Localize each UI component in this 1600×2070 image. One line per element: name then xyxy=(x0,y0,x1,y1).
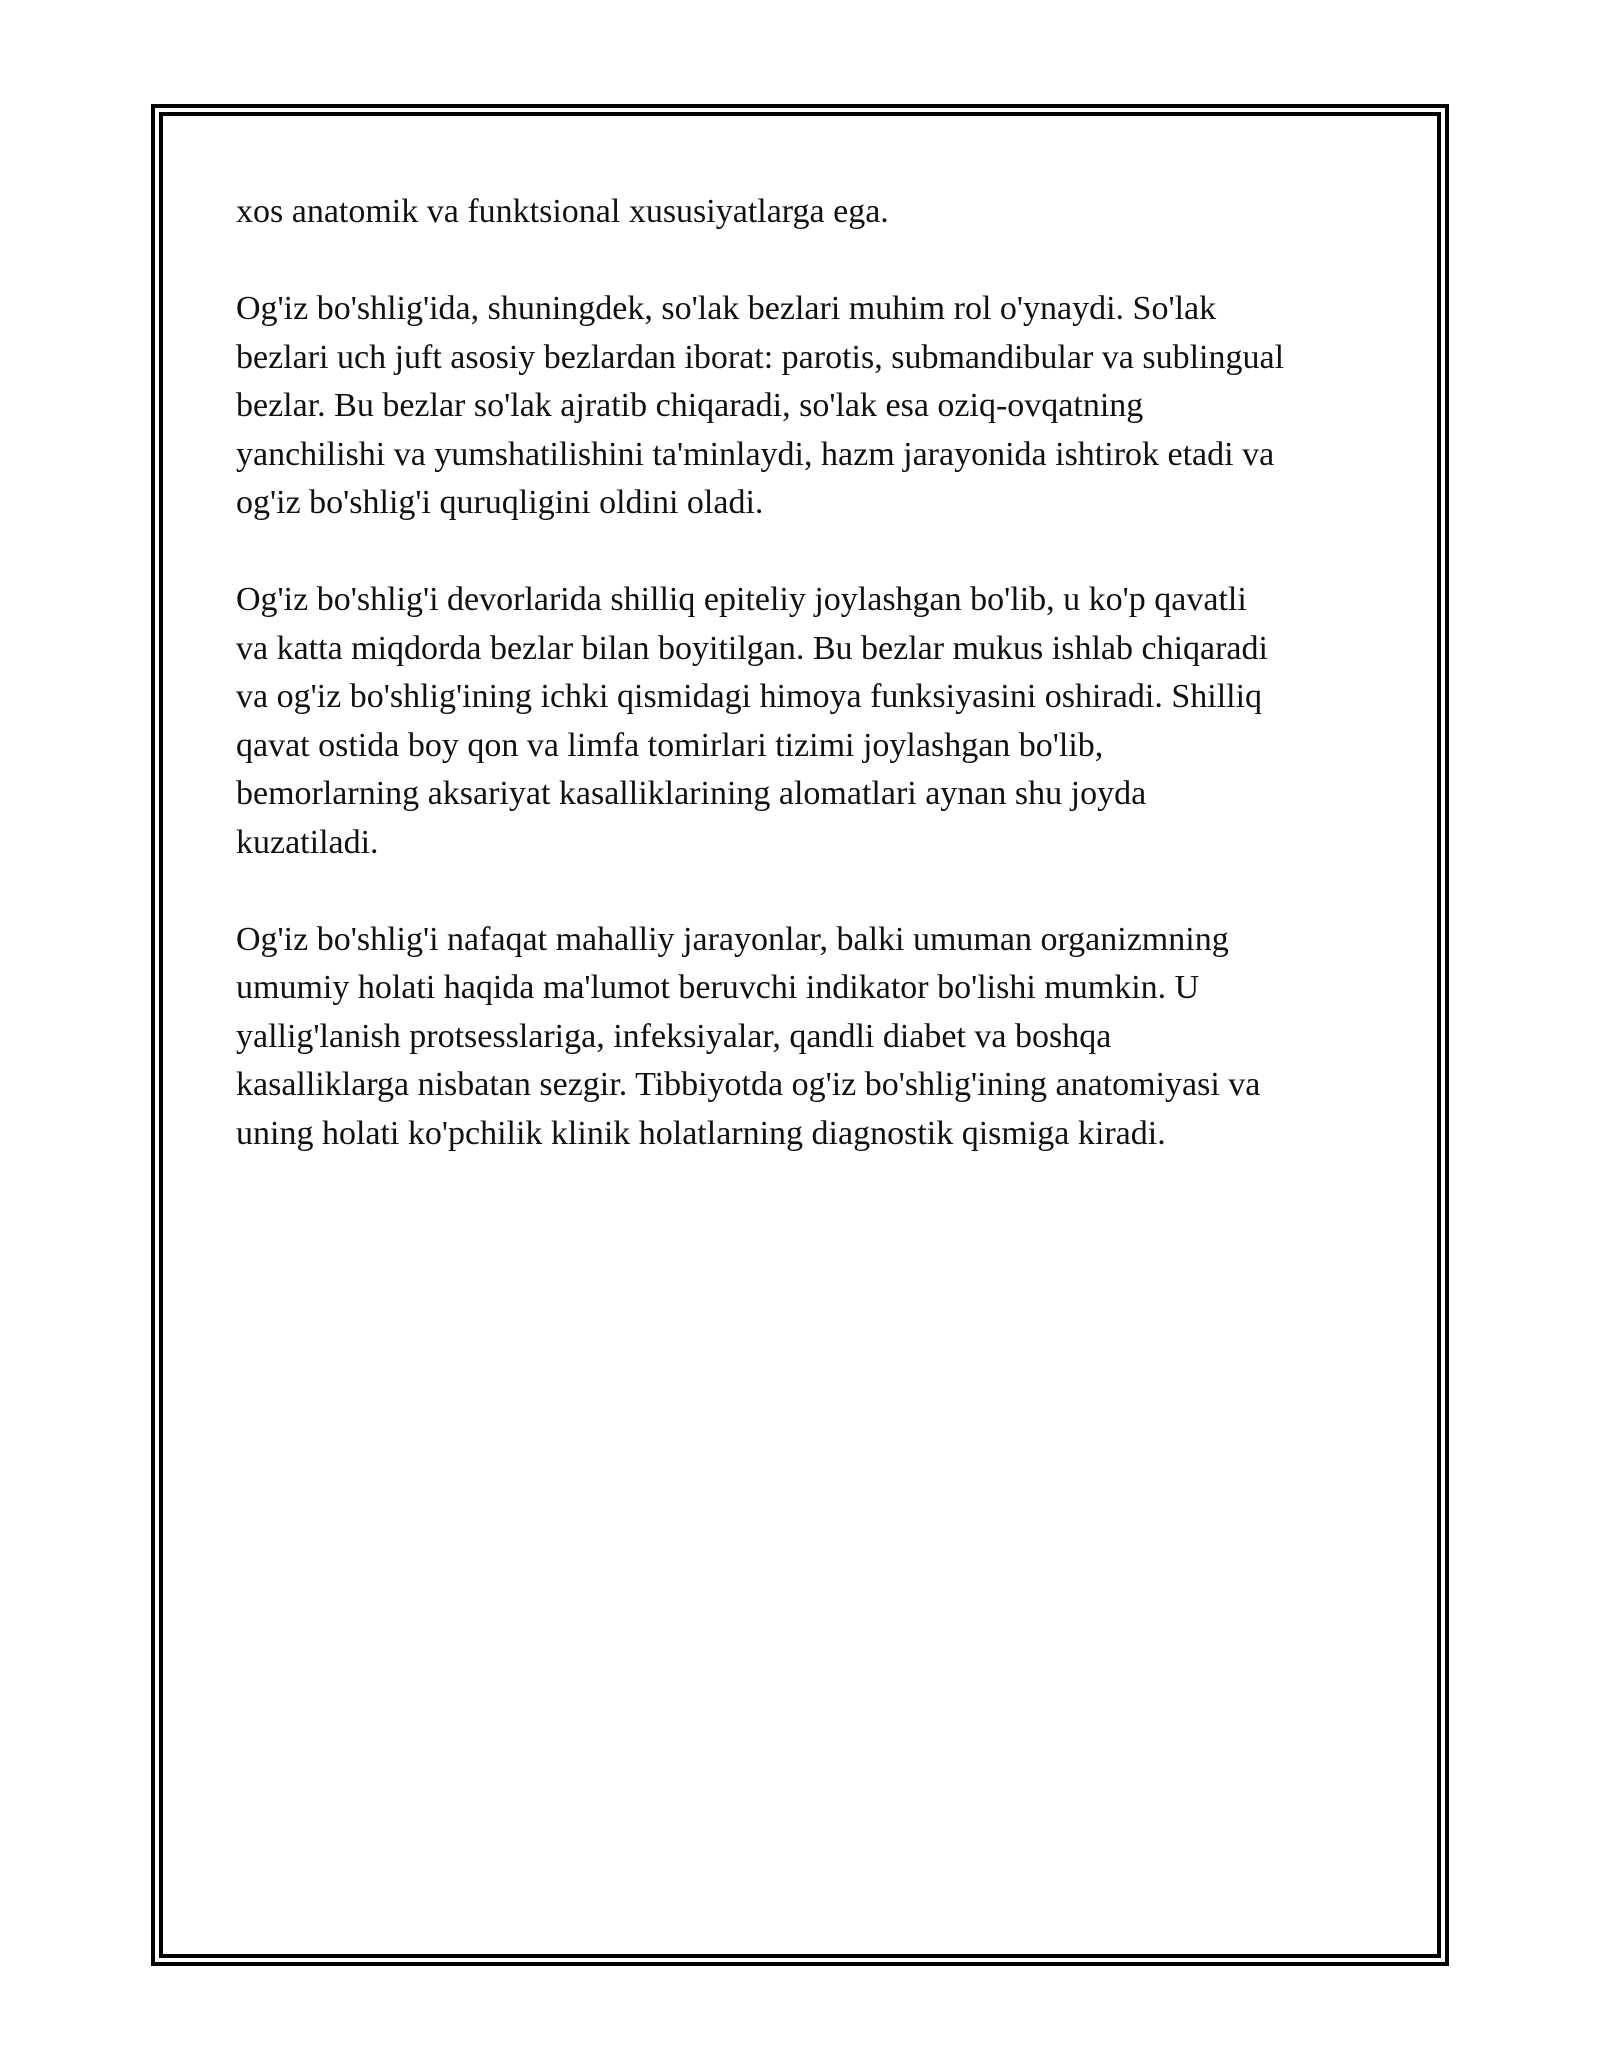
paragraph-3: Og'iz bo'shlig'i devorlarida shilliq epiteliy joylashgan bo'lib, u ko'p qavatli va katta miqdorda bezlar bilan boyitilgan. Bu bezlar mukus ishlab chiqaradi va og'iz bo'shlig'ining ichki qismidagi himoya funksiyasini oshiradi. Shilliq qavat ostida boy qon va limfa tomirlari tizimi joylashgan bo'lib, bemorlarning aksariyat kasalliklarining alomatlari aynan shu joyda kuzatiladi. xyxy=(236,581,1268,861)
paragraph-4: Og'iz bo'shlig'i nafaqat mahalliy jarayonlar, balki umuman organizmning umumiy holati haqida ma'lumot beruvchi indikator bo'lishi mumkin. U yallig'lanish protsesslariga, infeksiyalar, qandli diabet va boshqa kasalliklarga nisbatan sezgir. Tibbiyotda og'iz bo'shlig'ining anatomiyasi va uning holati ko'pchilik klinik holatlarning diagnostik qismiga kiradi. xyxy=(236,920,1261,1152)
paragraph-1: xos anatomik va funktsional xususiyatlarga ega. xyxy=(236,193,889,230)
paragraph-2: Og'iz bo'shlig'ida, shuningdek, so'lak bezlari muhim rol o'ynaydi. So'lak bezlari uch juft asosiy bezlardan iborat: parotis, submandibular va sublingual bezlar. Bu bezlar so'lak ajratib chiqaradi, so'lak esa oziq-ovqatning yanchilishi va yumshatilishini ta'minlaydi, hazm jarayonida ishtirok etadi va og'iz bo'shlig'i quruqligini oldini oladi. xyxy=(236,290,1285,521)
document-body xyxy=(236,188,1376,1207)
